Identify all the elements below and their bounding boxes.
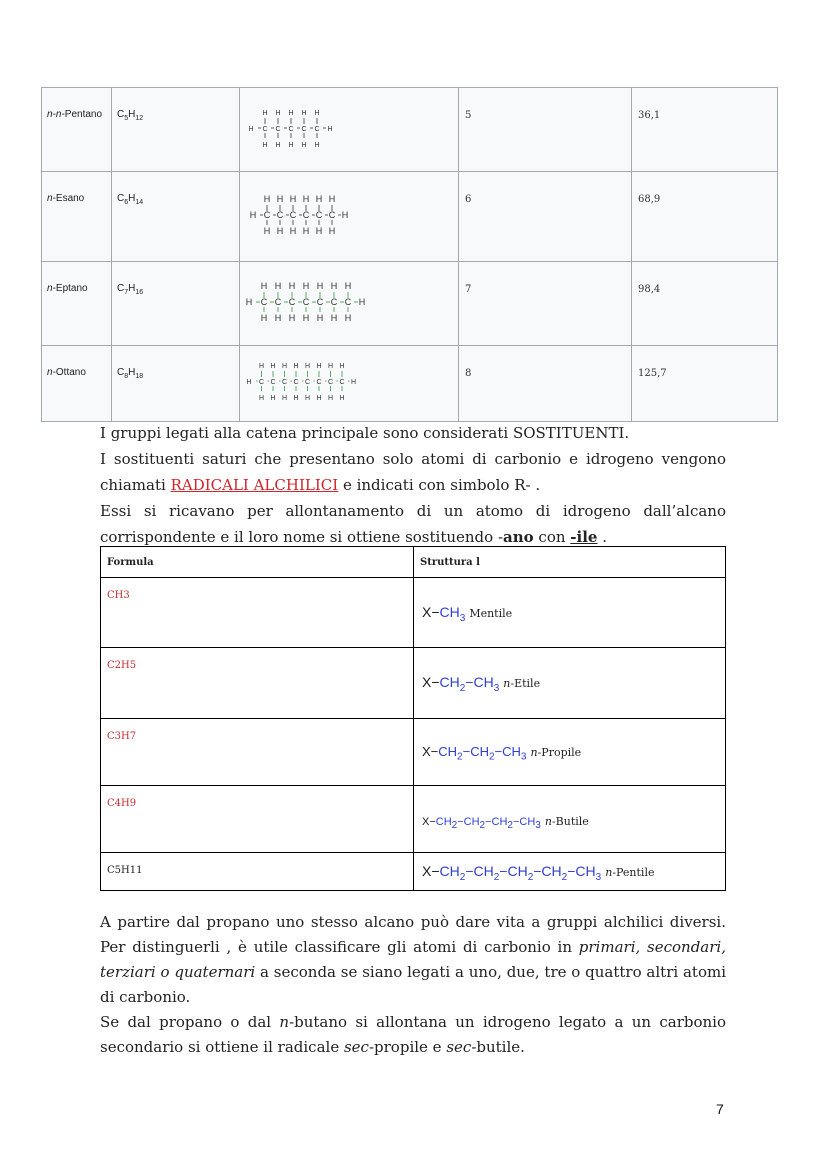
hydrogen-atom: H (288, 110, 294, 117)
radical-table (100, 546, 726, 891)
pentane-structure (240, 88, 458, 171)
octane-structure (240, 346, 458, 421)
hexane-structure (240, 172, 458, 261)
hydrogen-atom: H (339, 363, 345, 370)
alkane-formula: $C_6H_{14}$ (112, 172, 240, 262)
hydrogen-atom: H (302, 226, 310, 236)
table-row (42, 172, 778, 262)
hydrogen-atom: H (260, 313, 268, 323)
carbon-atom: C (263, 210, 271, 220)
hydrogen-atom: H (262, 110, 268, 117)
hydrogen-atom: H (245, 297, 253, 307)
hydrogen-atom: H (275, 142, 281, 149)
hydrogen-atom: H (274, 281, 282, 291)
alkane-name: n-n-Pentano (42, 88, 112, 172)
carbon-atom: C (304, 379, 311, 386)
table-row (42, 346, 778, 422)
hydrogen-atom: H (270, 395, 276, 402)
boiling-point: 36,1 (632, 88, 778, 172)
radical-structure: $X-CH_3$ Mentile (414, 578, 726, 648)
boiling-point: 125,7 (632, 346, 778, 422)
hydrogen-atom: H (328, 226, 336, 236)
alkane-formula: $C_5H_{12}$ (112, 88, 240, 172)
carbon-atom: C (316, 379, 322, 386)
hydrogen-atom: H (316, 395, 322, 402)
table-row (42, 262, 778, 346)
carbon-atom: C (270, 379, 276, 386)
radical-formula: C5H11 (101, 852, 414, 890)
hydrogen-atom: H (262, 142, 268, 149)
structural-formula (240, 172, 459, 262)
carbon-atom: C (288, 297, 296, 307)
carbon-atom: C (289, 210, 297, 220)
hydrogen-atom: H (288, 281, 296, 291)
alkane-table (41, 87, 778, 422)
table-row (42, 88, 778, 172)
hydrogen-atom: H (314, 142, 320, 149)
hydrogen-atom: H (315, 194, 323, 204)
hydrogen-atom: H (315, 226, 323, 236)
hydrogen-atom: H (288, 142, 294, 149)
hydrogen-atom: H (358, 297, 366, 307)
hydrogen-atom: H (304, 395, 311, 402)
hydrogen-atom: H (281, 363, 288, 370)
hydrogen-atom: H (316, 313, 324, 323)
hydrogen-atom: H (289, 226, 297, 236)
paragraph-secondary: Se dal propano o dal n-butano si allontana un idrogeno legato a un carbonio secondario si ottiene il radicale sec-propile e sec-butile. (100, 1013, 726, 1056)
carbon-count: 5 (459, 88, 632, 172)
hydrogen-atom: H (276, 194, 284, 204)
hydrogen-atom: H (289, 194, 297, 204)
hydrogen-atom: H (314, 110, 320, 117)
carbon-atom: C (302, 210, 310, 220)
hydrogen-atom: H (304, 363, 311, 370)
heptane-structure (240, 262, 458, 345)
table-row (101, 852, 726, 890)
hydrogen-atom: H (246, 379, 252, 386)
carbon-atom: C (274, 297, 282, 307)
hydrogen-atom: H (248, 126, 254, 133)
carbon-atom: C (330, 297, 338, 307)
carbon-atom: C (260, 297, 268, 307)
paragraph-classification: A partire dal propano uno stesso alcano può dare vita a gruppi alchilici diversi. Per distinguerli , è utile classificare gli atomi di carbonio in primari, secondari, terziari o quaternari a seconda se siano legati a uno, due, tre o quattro altri atomi di carbonio. (100, 913, 726, 1006)
carbon-atom: C (327, 379, 334, 386)
hydrogen-atom: H (302, 281, 310, 291)
hydrogen-atom: H (344, 281, 352, 291)
hydrogen-atom: H (293, 395, 299, 402)
hydrogen-atom: H (276, 226, 284, 236)
carbon-count: 8 (459, 346, 632, 422)
paragraph-radicals: I sostituenti saturi che presentano solo atomi di carbonio e idrogeno vengono chiamati RADICALI ALCHILICI e indicati con simbolo R- . (100, 450, 726, 494)
hydrogen-atom: H (327, 395, 334, 402)
alkane-name: n-Ottano (42, 346, 112, 422)
paragraph-substituents: I gruppi legati alla catena principale sono considerati SOSTITUENTI. (100, 424, 630, 442)
hydrogen-atom: H (328, 194, 336, 204)
radicali-alchilici-link[interactable]: RADICALI ALCHILICI (170, 476, 339, 494)
radical-formula: CH3 (101, 578, 414, 648)
radical-structure: $X-CH_2-CH_2-CH_2-CH_2-CH_3$ n-Pentile (414, 852, 726, 890)
alkane-name: n-Esano (42, 172, 112, 262)
hydrogen-atom: H (301, 142, 307, 149)
radical-structure: $X-CH_2-CH_2-CH_3$ n-Propile (414, 719, 726, 785)
hydrogen-atom: H (258, 363, 265, 370)
hydrogen-atom: H (330, 281, 338, 291)
hydrogen-atom: H (249, 210, 257, 220)
carbon-atom: C (288, 126, 294, 133)
alkane-formula: $C_8H_{18}$ (112, 346, 240, 422)
hydrogen-atom: H (260, 281, 268, 291)
hydrogen-atom: H (316, 363, 322, 370)
hydrogen-atom: H (341, 210, 349, 220)
hydrogen-atom: H (339, 395, 345, 402)
header-formula: Formula (101, 547, 414, 578)
carbon-atom: C (293, 379, 299, 386)
hydrogen-atom: H (327, 363, 334, 370)
hydrogen-atom: H (263, 194, 271, 204)
hydrogen-atom: H (330, 313, 338, 323)
carbon-atom: C (262, 126, 268, 133)
hydrogen-atom: H (302, 194, 310, 204)
structural-formula (240, 262, 459, 346)
hydrogen-atom: H (350, 379, 357, 386)
radical-formula: C4H9 (101, 785, 414, 852)
carbon-atom: C (315, 210, 323, 220)
radical-structure: $X-CH_2-CH_2-CH_2-CH_3$ n-Butile (414, 785, 726, 852)
hydrogen-atom: H (258, 395, 265, 402)
hydrogen-atom: H (344, 313, 352, 323)
page-number: 7 (716, 1101, 724, 1117)
carbon-atom: C (314, 126, 320, 133)
alkane-name: n-Eptano (42, 262, 112, 346)
radical-formula: C2H5 (101, 648, 414, 719)
header-struttura: Struttura l (414, 547, 726, 578)
carbon-atom: C (275, 126, 281, 133)
hydrogen-atom: H (274, 313, 282, 323)
paragraph-naming: Essi si ricavano per allontanamento di un atomo di idrogeno dall’alcano corrispondente e il loro nome si ottiene sostituendo -ano con -ile . (100, 502, 726, 546)
carbon-atom: C (316, 297, 324, 307)
carbon-count: 6 (459, 172, 632, 262)
table-row (101, 719, 726, 785)
table-row (101, 785, 726, 852)
carbon-atom: C (302, 297, 310, 307)
hydrogen-atom: H (281, 395, 288, 402)
boiling-point: 98,4 (632, 262, 778, 346)
alkane-formula: $C_7H_{16}$ (112, 262, 240, 346)
intro-paragraphs (100, 420, 726, 550)
hydrogen-atom: H (316, 281, 324, 291)
closing-paragraphs (100, 910, 726, 1060)
radical-formula: C3H7 (101, 719, 414, 785)
hydrogen-atom: H (301, 110, 307, 117)
carbon-atom: C (281, 379, 288, 386)
hydrogen-atom: H (302, 313, 310, 323)
carbon-atom: C (276, 210, 284, 220)
hydrogen-atom: H (327, 126, 333, 133)
table-row (101, 648, 726, 719)
hydrogen-atom: H (293, 363, 299, 370)
hydrogen-atom: H (270, 363, 276, 370)
hydrogen-atom: H (275, 110, 281, 117)
radical-structure: $X-CH_2-CH_3$ n-Etile (414, 648, 726, 719)
carbon-atom: C (258, 379, 265, 386)
carbon-atom: C (301, 126, 307, 133)
hydrogen-atom: H (288, 313, 296, 323)
structural-formula (240, 346, 459, 422)
table-row (101, 578, 726, 648)
carbon-atom: C (328, 210, 336, 220)
structural-formula (240, 88, 459, 172)
hydrogen-atom: H (263, 226, 271, 236)
carbon-count: 7 (459, 262, 632, 346)
boiling-point: 68,9 (632, 172, 778, 262)
carbon-atom: C (344, 297, 352, 307)
carbon-atom: C (339, 379, 345, 386)
table-header-row (101, 547, 726, 578)
